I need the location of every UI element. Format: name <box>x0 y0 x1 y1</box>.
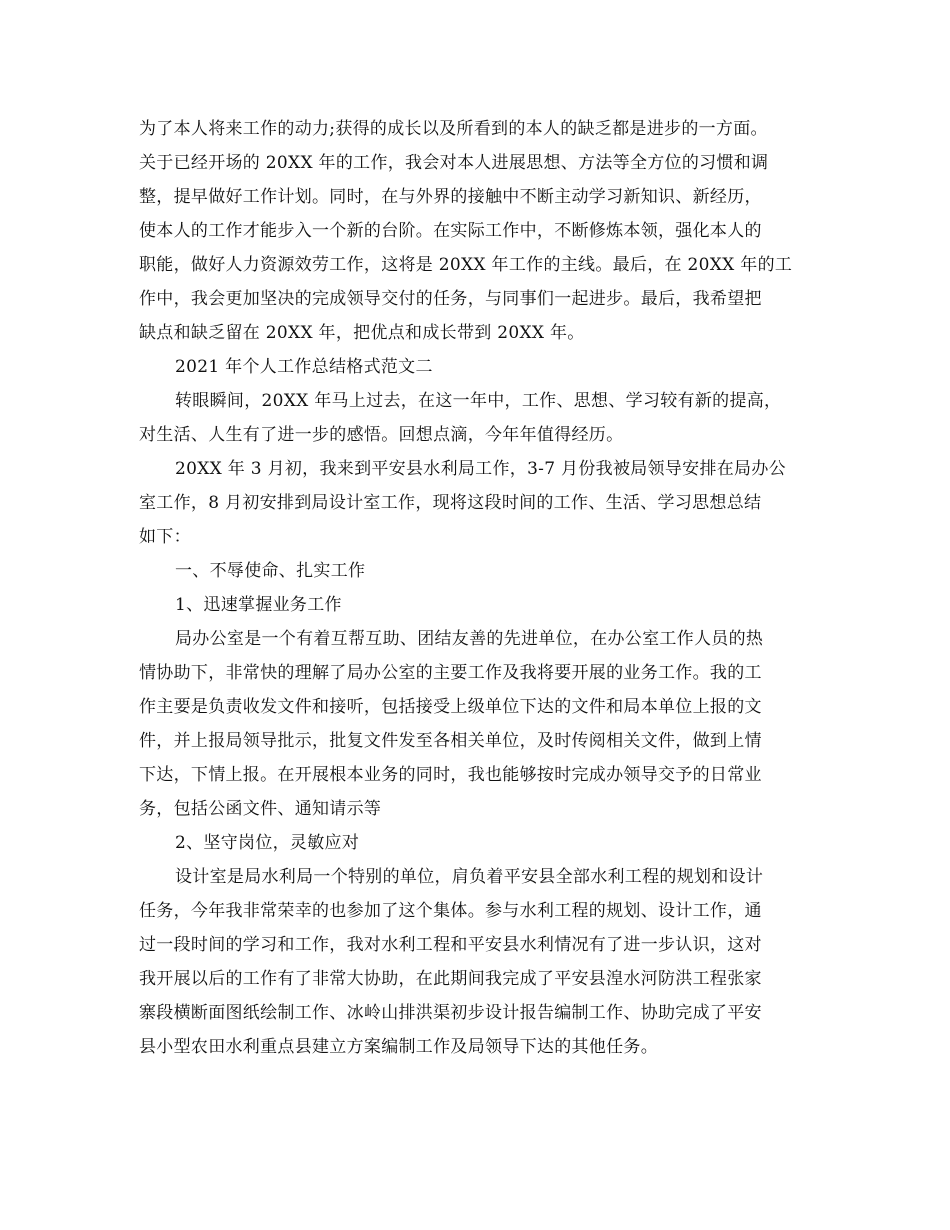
paragraph-line-indented: 设计室是局水利局一个特别的单位，肩负着平安县全部水利工程的规划和设计 <box>175 867 764 887</box>
paragraph-line-indented: 1、迅速掌握业务工作 <box>175 595 342 615</box>
paragraph-line-indented: 2、坚守岗位，灵敏应对 <box>175 833 360 853</box>
paragraph-line: 为了本人将来工作的动力;获得的成长以及所看到的本人的缺乏都是进步的一方面。 <box>139 119 768 139</box>
paragraph-line: 下达，下情上报。在开展根本业务的同时，我也能够按时完成办领导交予的日常业 <box>139 765 762 785</box>
paragraph-line-indented: 一、不辱使命、扎实工作 <box>175 561 366 581</box>
paragraph-line: 职能，做好人力资源效劳工作，这将是 20XX 年工作的主线。最后，在 20XX 年的工 <box>139 255 793 275</box>
paragraph-line-indented: 2021 年个人工作总结格式范文二 <box>175 357 433 377</box>
paragraph-line: 情协助下，非常快的理解了局办公室的主要工作及我将要开展的业务工作。我的工 <box>139 663 762 683</box>
paragraph-line-indented: 局办公室是一个有着互帮互助、团结友善的先进单位，在办公室工作人员的热 <box>175 629 764 649</box>
paragraph-line: 县小型农田水利重点县建立方案编制工作及局领导下达的其他任务。 <box>139 1037 658 1057</box>
paragraph-line: 作主要是负责收发文件和接听，包括接受上级单位下达的文件和局本单位上报的文 <box>139 697 762 717</box>
paragraph-line: 件，并上报局领导批示，批复文件发至各相关单位，及时传阅相关文件，做到上情 <box>139 731 762 751</box>
paragraph-line: 整，提早做好工作计划。同时，在与外界的接触中不断主动学习新知识、新经历， <box>139 187 762 207</box>
paragraph-line: 任务，今年我非常荣幸的也参加了这个集体。参与水利工程的规划、设计工作，通 <box>139 901 762 921</box>
paragraph-line: 寨段横断面图纸绘制工作、冰岭山排洪渠初步设计报告编制工作、协助完成了平安 <box>139 1003 762 1023</box>
paragraph-line: 我开展以后的工作有了非常大协助，在此期间我完成了平安县湟水河防洪工程张家 <box>139 969 762 989</box>
paragraph-line: 过一段时间的学习和工作，我对水利工程和平安县水利情况有了进一步认识，这对 <box>139 935 762 955</box>
paragraph-line: 缺点和缺乏留在 20XX 年，把优点和成长带到 20XX 年。 <box>139 323 585 343</box>
paragraph-line: 室工作，8 月初安排到局设计室工作，现将这段时间的工作、生活、学习思想总结 <box>139 493 762 513</box>
paragraph-line: 务，包括公函文件、通知请示等 <box>139 799 382 819</box>
paragraph-line: 使本人的工作才能步入一个新的台阶。在实际工作中，不断修炼本领，强化本人的 <box>139 221 762 241</box>
document-body <box>139 112 829 1064</box>
paragraph-line: 对生活、人生有了进一步的感悟。回想点滴，今年年值得经历。 <box>139 425 624 445</box>
paragraph-line: 关于已经开场的 20XX 年的工作，我会对本人进展思想、方法等全方位的习惯和调 <box>139 153 769 173</box>
paragraph-line-indented: 20XX 年 3 月初，我来到平安县水利局工作，3-7 月份我被局领导安排在局办公 <box>175 459 786 479</box>
paragraph-line-indented: 转眼瞬间，20XX 年马上过去，在这一年中，工作、思想、学习较有新的提高， <box>175 391 782 411</box>
paragraph-line: 作中，我会更加坚决的完成领导交付的任务，与同事们一起进步。最后，我希望把 <box>139 289 762 309</box>
paragraph-line: 如下： <box>139 527 191 547</box>
